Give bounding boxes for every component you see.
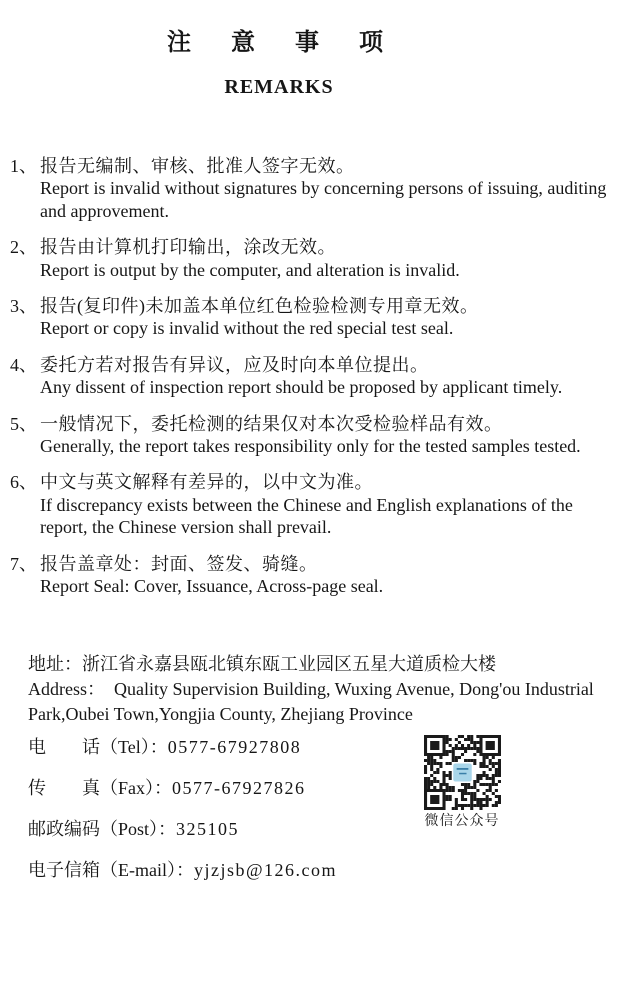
remark-item — [10, 471, 621, 538]
contact-row-post — [28, 820, 408, 839]
remark-item-number: 1、 — [10, 156, 37, 176]
remark-item-text-zh: 报告盖章处：封面、签发、骑缝。 — [40, 553, 318, 574]
remark-item — [10, 553, 621, 598]
email-label: 电子信箱（E-mail）： — [28, 860, 194, 880]
remark-item — [10, 354, 621, 399]
remark-item-text-en: If discrepancy exists between the Chinese and English explanations of the report, the Chinese version shall prevail. — [40, 494, 573, 538]
document-header — [0, 28, 558, 98]
wechat-qr-block — [422, 735, 502, 830]
remark-item-number: 6、 — [10, 472, 37, 493]
post-label: 邮政编码（Post）： — [28, 819, 177, 839]
contact-row-fax — [28, 779, 408, 798]
remark-item — [10, 236, 621, 281]
remark-item — [10, 155, 621, 222]
qr-code-icon — [424, 735, 501, 810]
remark-item-number: 7、 — [10, 553, 37, 574]
contact-row-tel — [28, 738, 408, 757]
contact-row-email — [28, 861, 408, 880]
remark-item-text-en: Report Seal: Cover, Issuance, Across-page seal. — [40, 576, 384, 597]
remark-item-text-en: Generally, the report takes responsibility only for the tested samples tested. — [40, 436, 581, 457]
email-value: yjzjsb@126.com — [193, 860, 338, 880]
remark-item-text-en: Any dissent of inspection report should be proposed by applicant timely. — [40, 377, 563, 398]
remark-item-text-en: Report is invalid without signatures by concerning persons of issuing, auditing and approvement. — [40, 178, 607, 221]
remark-item — [10, 413, 621, 458]
address-en: Address： Quality Supervision Building, Wuxing Avenue, Dong'ou Industrial Park,Oubei Town,Yongjia County, Zhejiang Province — [28, 679, 599, 724]
qr-caption: 微信公众号 — [424, 814, 500, 829]
tel-value: 0577-67927808 — [167, 737, 302, 757]
remark-item-text-zh: 委托方若对报告有异议，应及时向本单位提出。 — [40, 354, 429, 375]
address-zh: 地址：浙江省永嘉县瓯北镇东瓯工业园区五星大道质检大楼 — [28, 654, 496, 674]
tel-label: 电 话（Tel）： — [28, 737, 168, 757]
address-block — [28, 652, 613, 727]
fax-label: 传 真（Fax）： — [28, 778, 172, 798]
remark-item-number: 2、 — [10, 237, 37, 258]
remark-item — [10, 295, 621, 340]
contact-block — [28, 738, 408, 902]
remark-item-number: 5、 — [10, 413, 37, 434]
remarks-list — [0, 155, 623, 612]
remark-item-text-en: Report is output by the computer, and alteration is invalid. — [40, 259, 460, 280]
page-title-zh: 注 意 事 项 — [167, 30, 391, 56]
remark-item-text-zh: 报告由计算机打印输出，涂改无效。 — [40, 237, 336, 258]
remark-item-text-zh: 中文与英文解释有差异的，以中文为准。 — [40, 472, 373, 493]
remark-item-text-zh: 一般情况下，委托检测的结果仅对本次受检验样品有效。 — [40, 413, 503, 434]
remark-item-number: 3、 — [10, 296, 37, 317]
remark-item-text-en: Report or copy is invalid without the red special test seal. — [40, 318, 454, 339]
remark-item-text-zh: 报告无编制、审核、批准人签字无效。 — [40, 156, 355, 176]
remark-item-number: 4、 — [10, 354, 37, 375]
post-value: 325105 — [176, 819, 240, 839]
fax-value: 0577-67927826 — [172, 778, 306, 798]
page-title-en: REMARKS — [224, 76, 334, 98]
remark-item-text-zh: 报告(复印件)未加盖本单位红色检验检测专用章无效。 — [40, 296, 479, 317]
